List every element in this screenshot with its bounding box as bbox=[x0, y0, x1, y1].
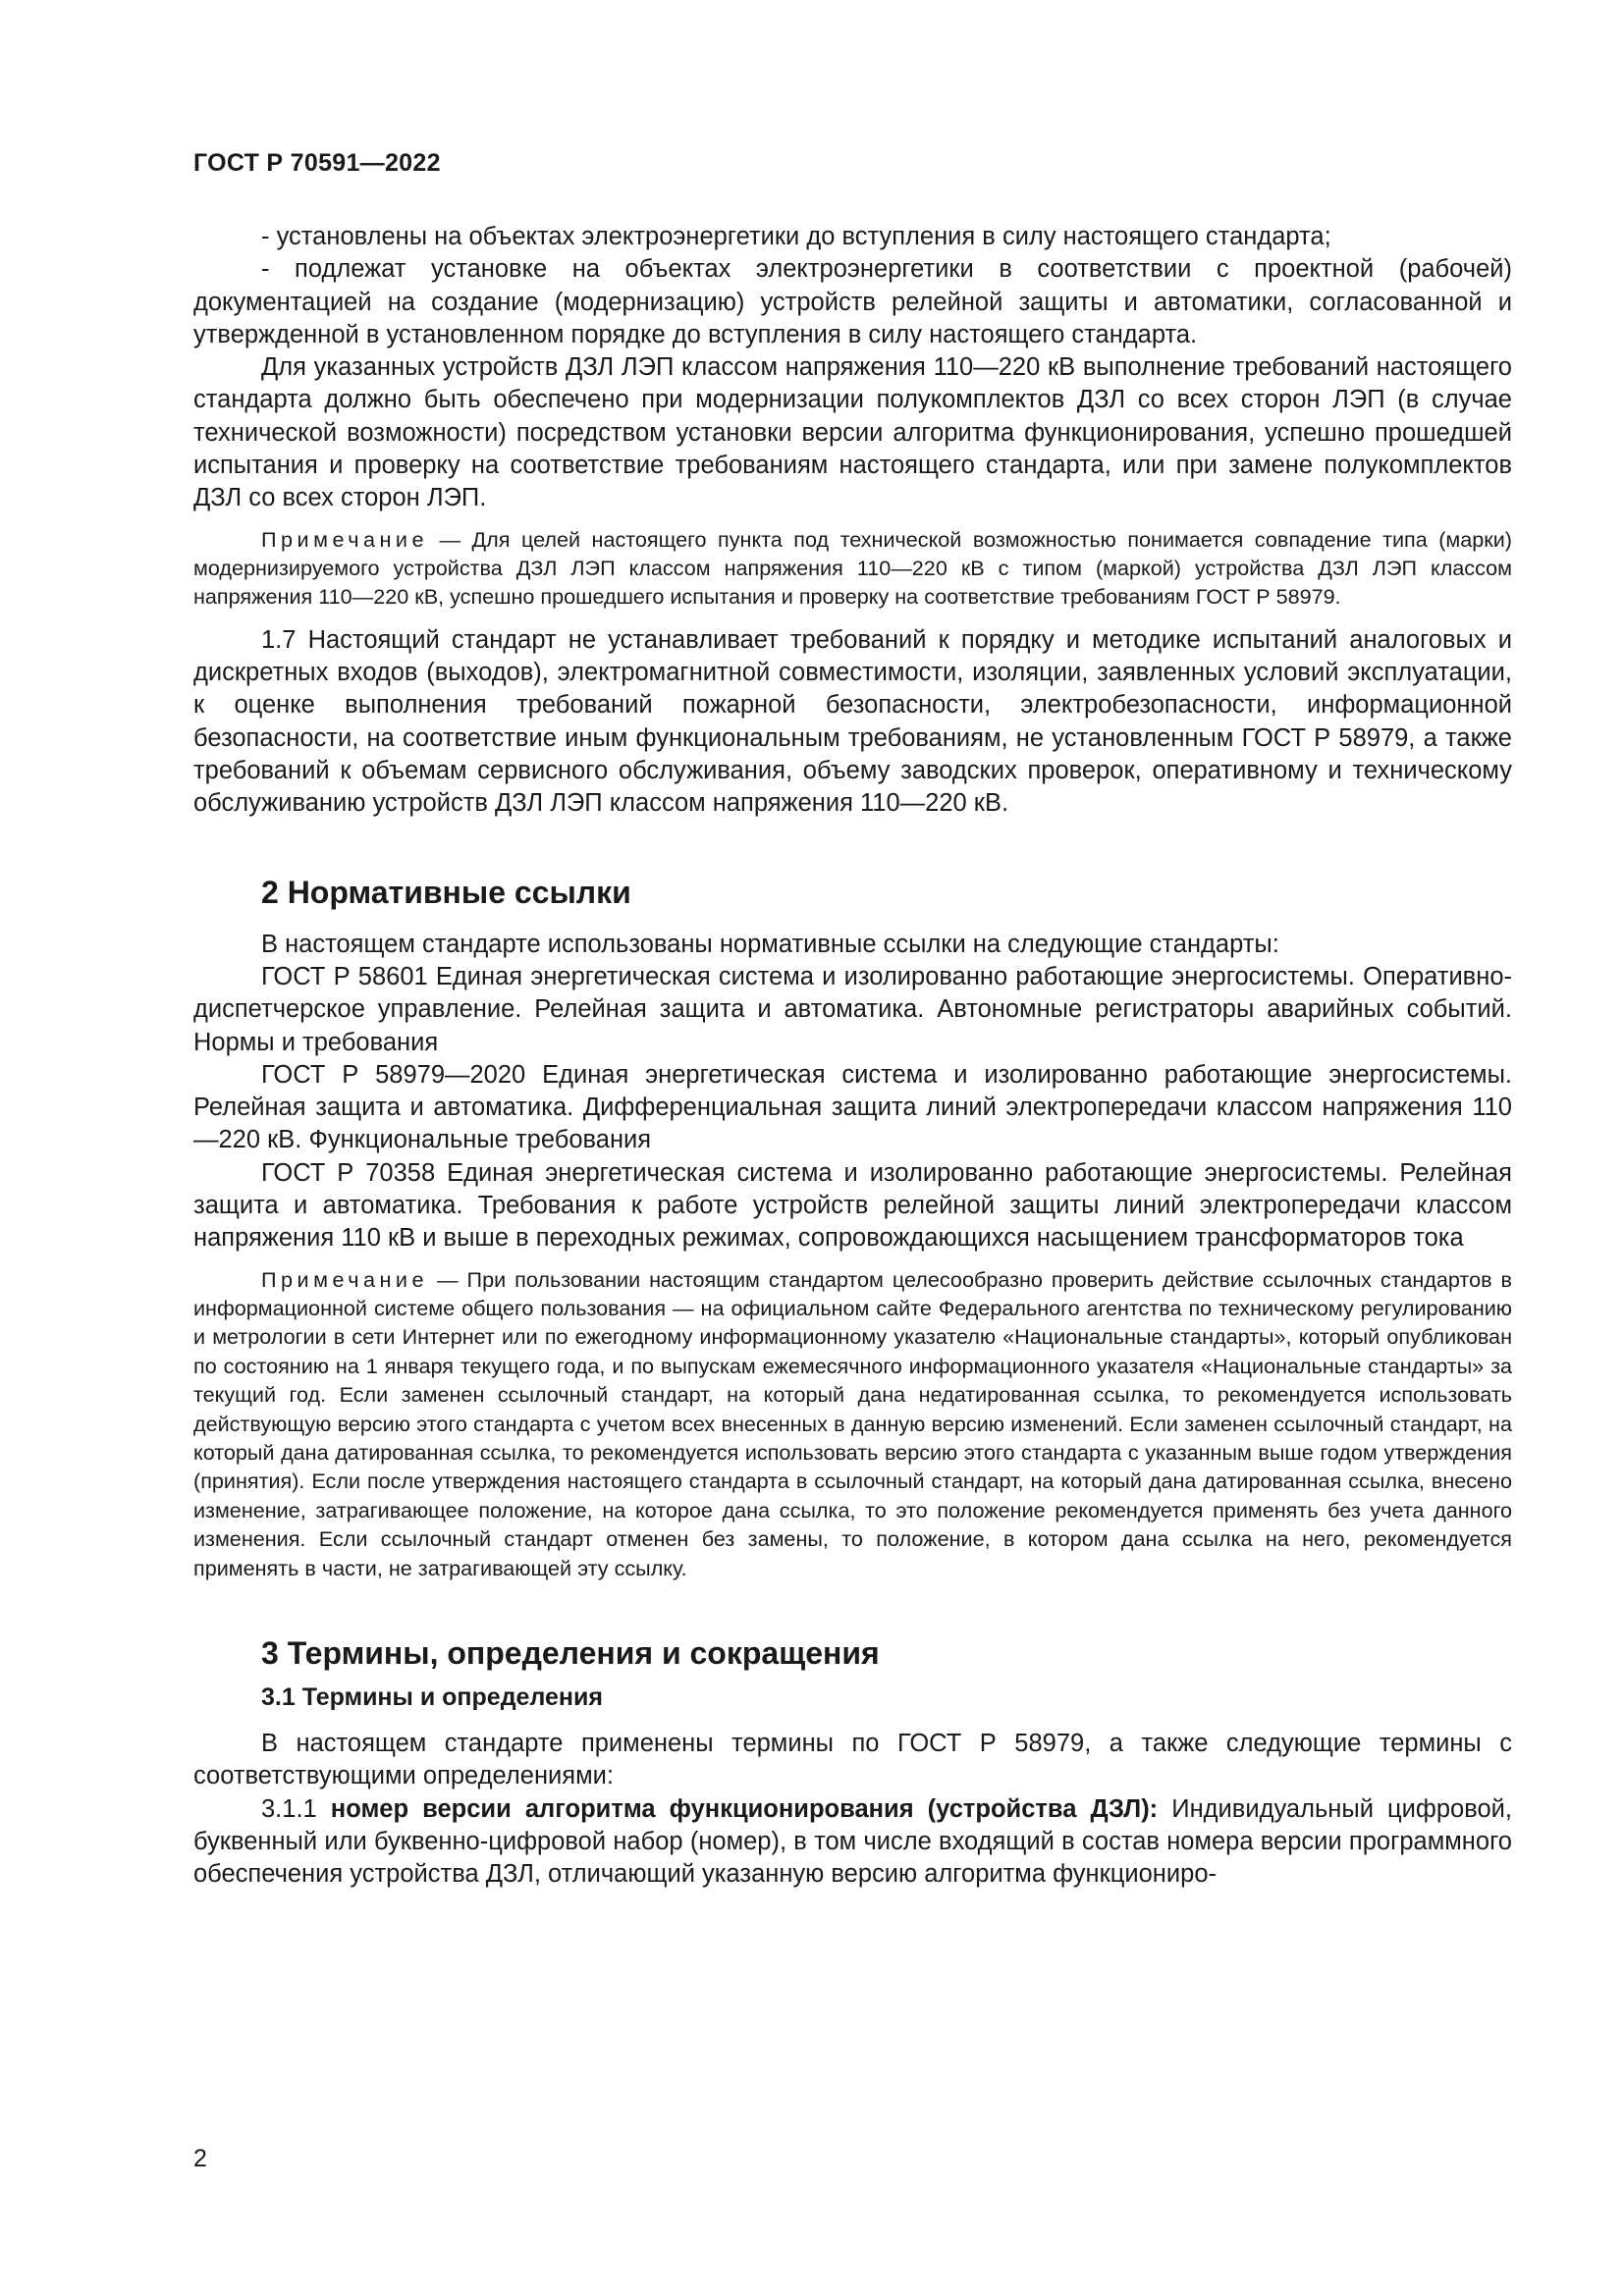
note bbox=[193, 1265, 1512, 1582]
page-number: 2 bbox=[193, 2145, 207, 2172]
note-text: — Для целей настоящего пункта под технической возможностью понимается совпадение типа (марки) модернизируемого устройства ДЗЛ ЛЭП классом напряжения 110—220 кВ с типом (маркой) устройства ДЗЛ ЛЭП классом напряжения 110—220 кВ, успешно прошедшего испытания и проверку на соответствие требованиям ГОСТ Р 58979. bbox=[193, 526, 1512, 610]
note-label: Примечание bbox=[261, 1266, 428, 1292]
paragraph: В настоящем стандарте применены термины по ГОСТ Р 58979, а также следующие термины с соответствующими определениями: bbox=[193, 1730, 1512, 1790]
reference-item: ГОСТ Р 58601 Единая энергетическая система и изолированно работающие энергосистемы. Оперативно-диспетчерское управление. Релейная защита и автоматика. Автономные регистраторы аварийных событий. Нормы и требования bbox=[193, 962, 1512, 1056]
reference-item: ГОСТ Р 70358 Единая энергетическая система и изолированно работающие энергосистемы. Релейная защита и автоматика. Требования к работе устройств релейной защиты линий электропередачи классом напряжения 110 кВ и выше в переходных режимах, сопровождающихся насыщением трансформаторов тока bbox=[193, 1158, 1512, 1253]
reference-item: ГОСТ Р 58979—2020 Единая энергетическая система и изолированно работающие энергосистемы. Релейная защита и автоматика. Дифференциальная защита линий электропередачи классом напряжения 110—220 кВ. Функциональные требования bbox=[193, 1060, 1512, 1154]
term-name: номер версии алгоритма функционирования (устройства ДЗЛ): bbox=[330, 1794, 1159, 1823]
subsection-heading: 3.1 Термины и определения bbox=[261, 1683, 603, 1712]
paragraph: - установлены на объектах электроэнергетики до вступления в силу настоящего стандарта; bbox=[261, 223, 1331, 250]
paragraph: - подлежат установке на объектах электроэнергетики в соответствии с проектной (рабочей) документацией на создание (модернизацию) устройств релейной защиты и автоматики, согласованной и утвержденной в установленном порядке до вступления в силу настоящего стандарта. bbox=[193, 255, 1512, 348]
term-definition bbox=[193, 1793, 1512, 1892]
section-heading: 3 Термины, определения и сокращения bbox=[261, 1635, 880, 1672]
document-header: ГОСТ Р 70591—2022 bbox=[193, 149, 441, 177]
paragraph: В настоящем стандарте использованы нормативные ссылки на следующие стандарты: bbox=[261, 930, 1279, 958]
note-text: — При пользовании настоящим стандартом целесообразно проверить действие ссылочных стандартов в информационной системе общего пользования — на официальном сайте Федерального агентства по техническому регулированию и метрологии в сети Интернет или по ежегодному информационному указателю «Национальные стандарты», который опубликован по состоянию на 1 января текущего года, и по выпускам ежемесячного информационного указателя «Национальные стандарты» за текущий год. Если заменен ссылочный стандарт, на который дана недатированная ссылка, то рекомендуется использовать действующую версию этого стандарта с учетом всех внесенных в данную версию изменений. Если заменен ссылочный стандарт, на который дана датированная ссылка, то рекомендуется использовать версию этого стандарта с указанным выше годом утверждения (принятия). Если после утверждения настоящего стандарта в ссылочный стандарт, на который дана датированная ссылка, внесено изменение, затрагивающее положение, на которое дана ссылка, то это положение рекомендуется применять без учета данного изменения. Если ссылочный стандарт отменен без замены, то положение, в котором дана ссылка на него, рекомендуется применять в части, не затрагивающей эту ссылку. bbox=[193, 1266, 1512, 1580]
term-text: Индивидуальный цифровой, буквенный или буквенно-цифровой набор (номер), в том числе входящий в состав номера версии программного обеспечения устройства ДЗЛ, отличающий указанную версию алгоритма функциониро- bbox=[193, 1794, 1512, 1889]
paragraph: Для указанных устройств ДЗЛ ЛЭП классом напряжения 110—220 кВ выполнение требований настоящего стандарта должно быть обеспечено при модернизации полукомплектов ДЗЛ со всех сторон ЛЭП (в случае технической возможности) посредством установки версии алгоритма функционирования, успешно прошедшей испытания и проверку на соответствие требованиям настоящего стандарта, или при замене полукомплектов ДЗЛ со всех сторон ЛЭП. bbox=[193, 353, 1512, 512]
term-number: 3.1.1 bbox=[261, 1794, 331, 1823]
note-label: Примечание bbox=[261, 526, 428, 552]
page-content bbox=[193, 221, 1512, 1892]
paragraph: 1.7 Настоящий стандарт не устанавливает требований к порядку и методике испытаний аналоговых и дискретных входов (выходов), электромагнитной совместимости, изоляции, заявленных условий эксплуатации, к оценке выполнения требований пожарной безопасности, электробезопасности, информационной безопасности, на соответствие иным функциональным требованиям, не установленным ГОСТ Р 58979, а также требований к объемам сервисного обслуживания, объему заводских проверок, оперативному и техническому обслуживанию устройств ДЗЛ ЛЭП классом напряжения 110—220 кВ. bbox=[193, 625, 1512, 818]
section-heading: 2 Нормативные ссылки bbox=[261, 874, 631, 910]
note bbox=[193, 525, 1512, 612]
